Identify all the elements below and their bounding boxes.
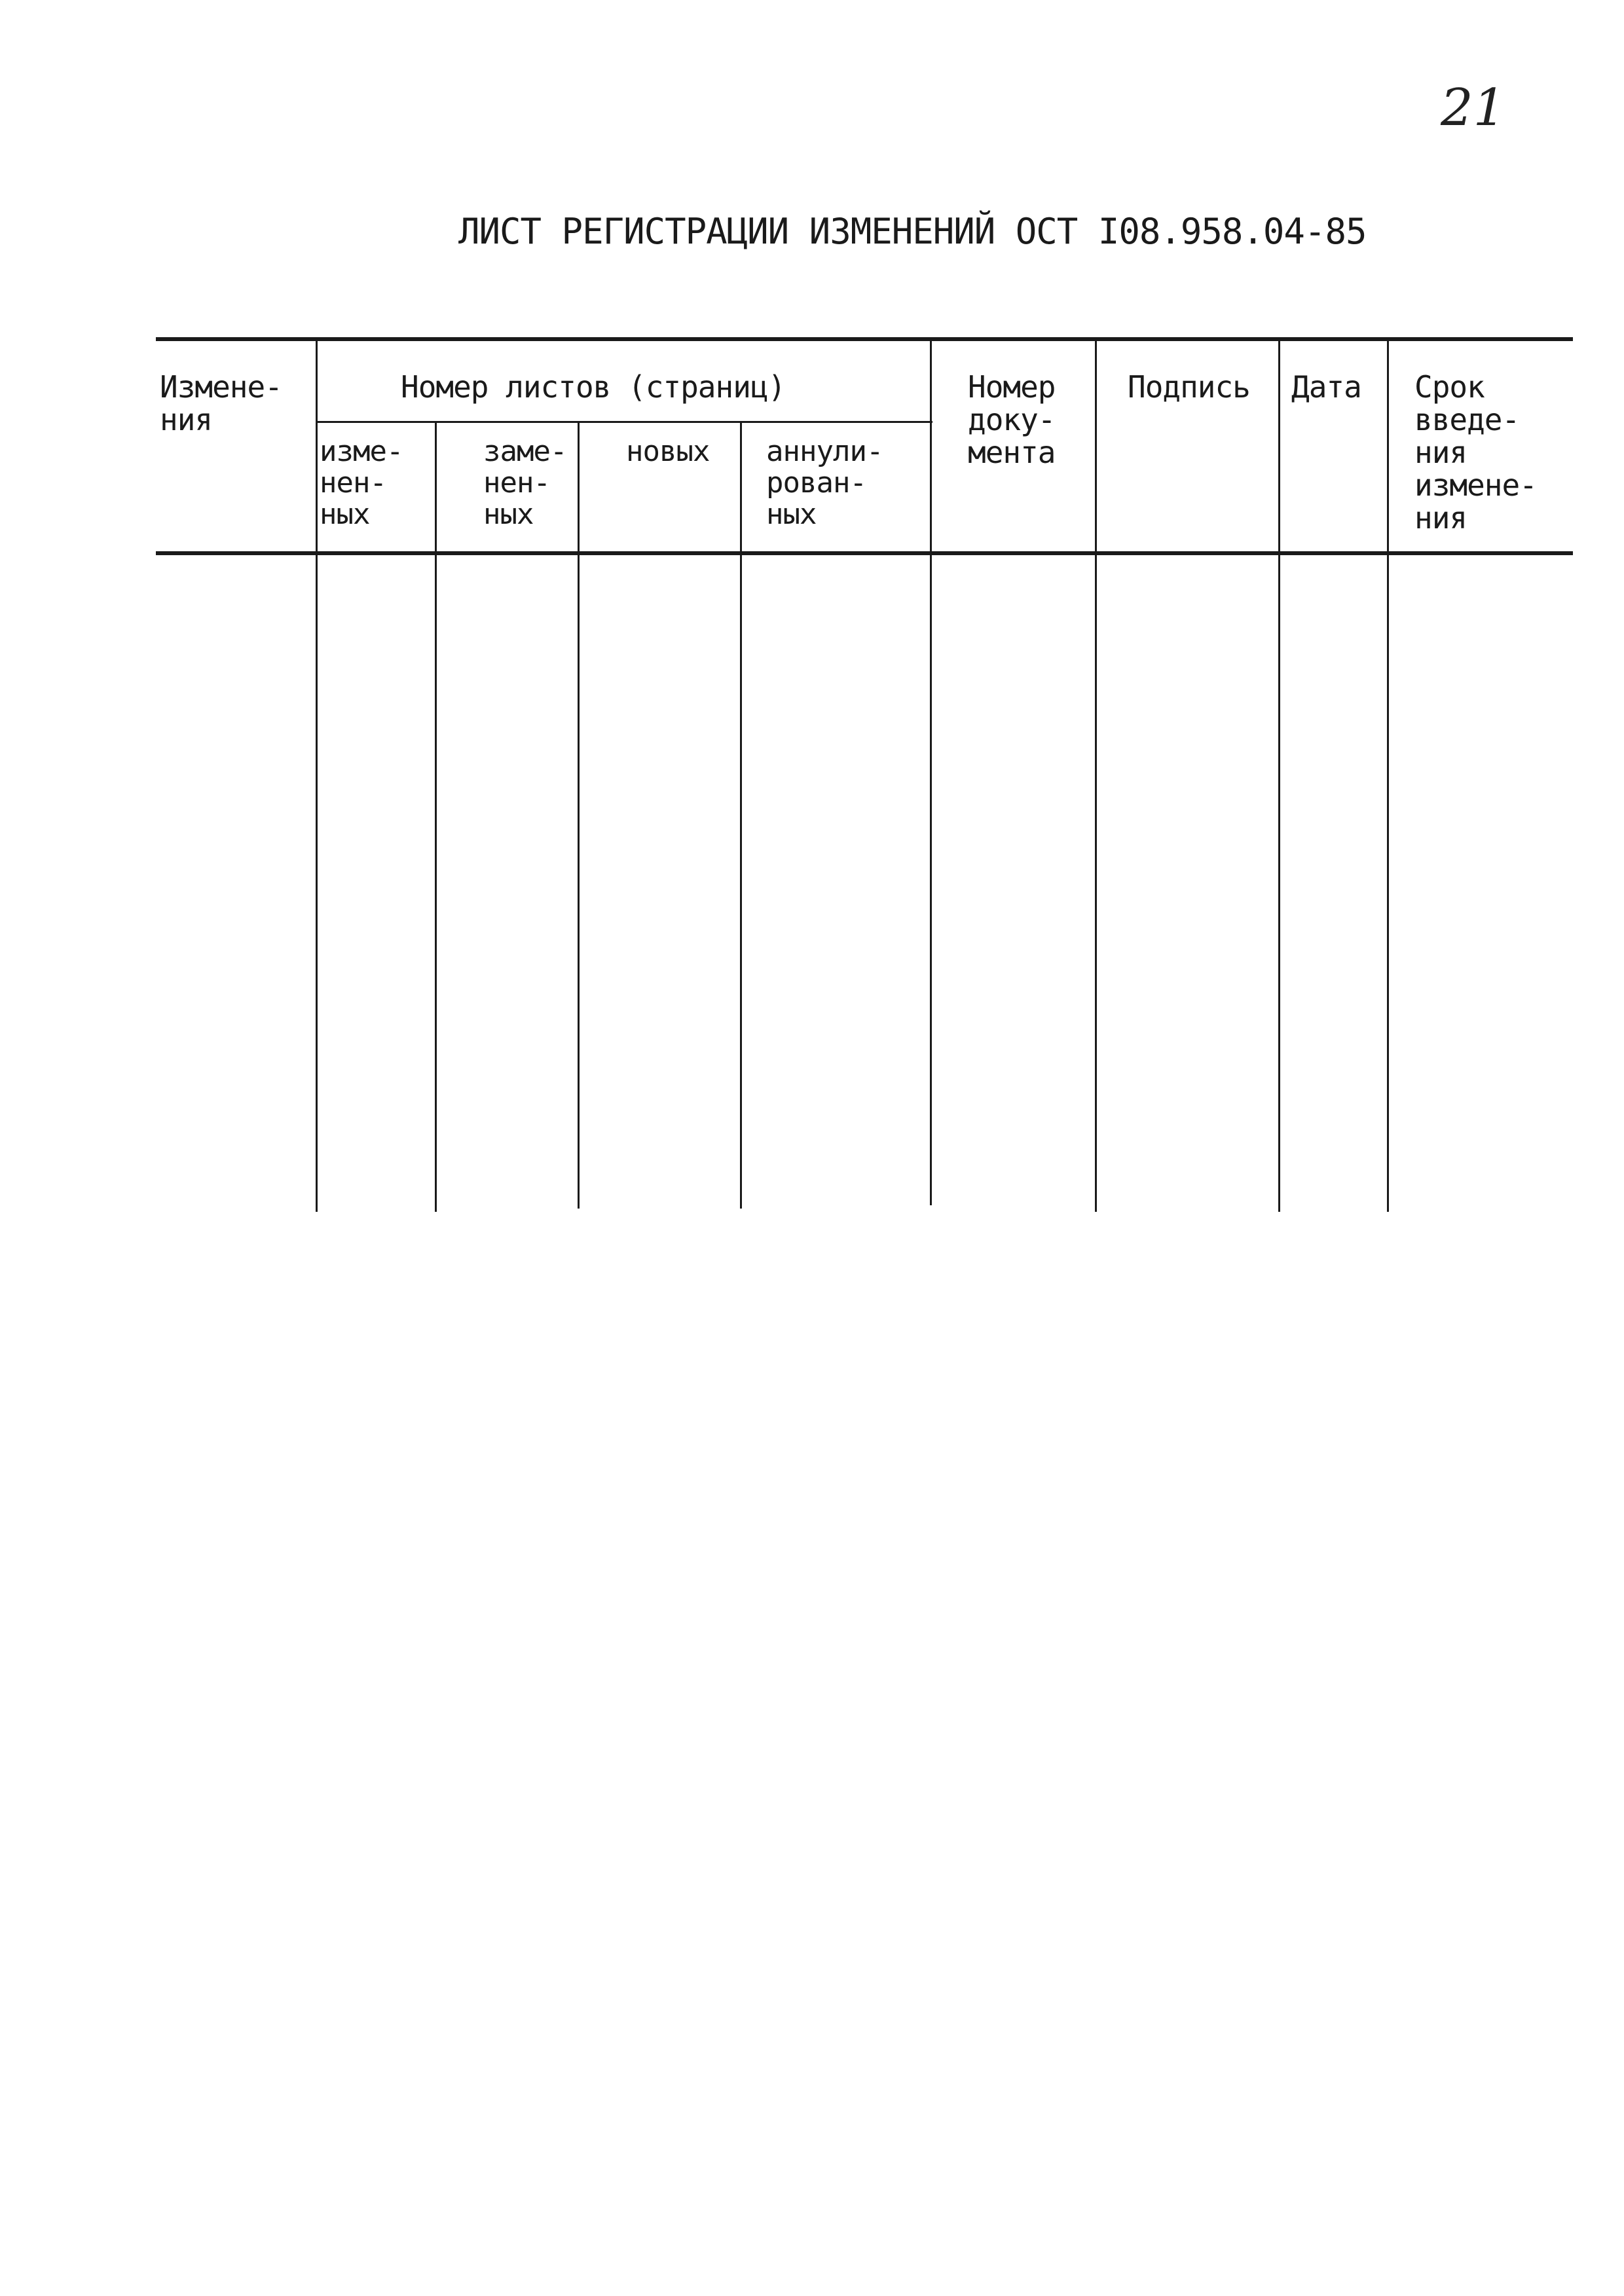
header-signature: Подпись	[1128, 369, 1250, 405]
header-annulled: аннули- рован- ных	[766, 435, 883, 531]
header-date: Дата	[1291, 369, 1361, 405]
header-sheet-numbers: Номер листов (страниц)	[401, 369, 786, 405]
table-top-rule	[156, 337, 1573, 341]
header-changed: изме- нен- ных	[320, 435, 403, 531]
document-title: ЛИСТ РЕГИСТРАЦИИ ИЗМЕНЕНИЙ ОСТ I08.958.04-85	[458, 211, 1367, 252]
page-number: 21	[1441, 79, 1506, 137]
header-new: новых	[626, 435, 710, 468]
header-bottom-rule	[156, 551, 1573, 555]
subheader-rule	[317, 421, 932, 423]
header-changes: Измене- ния	[160, 369, 282, 437]
header-document-number: Номер доку- мента	[968, 369, 1056, 470]
table-body	[156, 556, 1573, 1211]
header-replaced: заме- нен- ных	[483, 435, 567, 531]
header-effective-date: Срок введе- ния измене- ния	[1414, 369, 1537, 536]
